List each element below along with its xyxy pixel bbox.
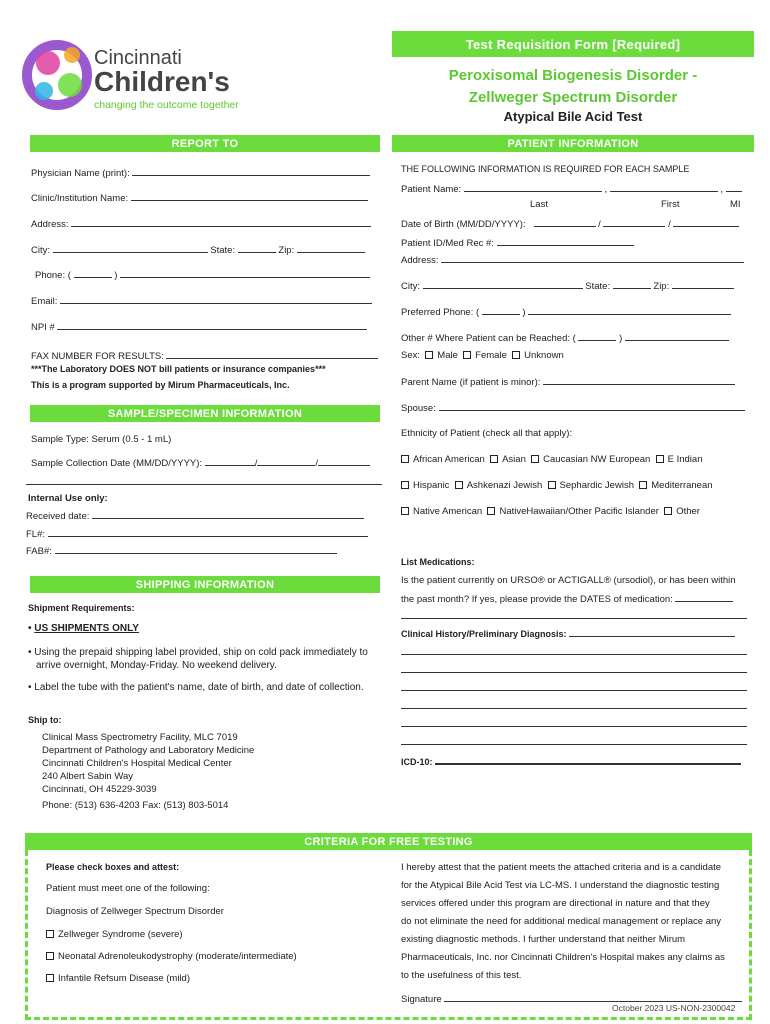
fl-field[interactable] bbox=[48, 528, 368, 537]
logo bbox=[22, 33, 272, 113]
signature-label: Signature bbox=[401, 994, 442, 1005]
meds-question-1: Is the patient currently on URSO® or ACTIGALL® (ursodiol), or has been within bbox=[401, 575, 736, 586]
eth-label-asian: Asian bbox=[502, 454, 526, 465]
city-field[interactable] bbox=[53, 244, 208, 253]
other-phone-label: Other # Where Patient can be Reached: ( bbox=[401, 333, 576, 344]
spouse-field[interactable] bbox=[439, 402, 745, 411]
pref-phone-field[interactable] bbox=[528, 306, 731, 315]
clinic-label: Clinic/Institution Name: bbox=[31, 193, 129, 204]
email-label: Email: bbox=[31, 296, 58, 307]
patient-address-row bbox=[401, 254, 744, 266]
state-label: State: bbox=[210, 245, 236, 256]
criteria-opt-3 bbox=[46, 973, 190, 984]
fl-label: FL#: bbox=[26, 529, 46, 540]
ship-bullet-3-text: Label the tube with the patient's name, date of birth, and date of collection. bbox=[34, 682, 364, 693]
opt3-checkbox[interactable] bbox=[46, 974, 54, 982]
patient-city-row bbox=[401, 280, 734, 292]
fax-field[interactable] bbox=[166, 350, 378, 359]
phone-area-field[interactable] bbox=[74, 269, 112, 278]
patient-state-label: State: bbox=[585, 281, 611, 292]
ship-addr-2: Department of Pathology and Laboratory Medicine bbox=[42, 745, 255, 756]
ship-bullet-2: • Using the prepaid shipping label provided, ship on cold pack immediately to bbox=[28, 647, 368, 658]
received-row bbox=[26, 510, 364, 522]
ethnicity-label: Ethnicity of Patient (check all that apply): bbox=[401, 428, 573, 439]
attest-line-1: I hereby attest that the patient meets the attached criteria and is a candidate bbox=[401, 862, 722, 873]
clinical-line-7[interactable] bbox=[401, 744, 747, 745]
ship-bullet-3: • Label the tube with the patient's name, date of birth, and date of collection. bbox=[28, 682, 364, 693]
eth-checkbox-native-hawaiian[interactable] bbox=[487, 507, 495, 515]
billing-notice: ***The Laboratory DOES NOT bill patients or insurance companies*** bbox=[31, 364, 326, 374]
email-field[interactable] bbox=[60, 295, 372, 304]
mi-caption: MI bbox=[730, 199, 741, 210]
patient-city-label: City: bbox=[401, 281, 420, 292]
attest-line-5: existing diagnostic methods. I further understand that neither Mirum bbox=[401, 934, 686, 945]
attest-line-2: for the Atypical Bile Acid Test via LC-MS. I understand the diagnostic testing bbox=[401, 880, 720, 891]
eth-checkbox-ashkenazi[interactable] bbox=[455, 481, 463, 489]
unknown-label: Unknown bbox=[524, 350, 564, 361]
clinical-line-5[interactable] bbox=[401, 708, 747, 709]
sample-day-field[interactable] bbox=[257, 457, 315, 466]
icd-field[interactable] bbox=[435, 756, 741, 765]
sex-row bbox=[401, 350, 564, 361]
eth-label-e-indian: E Indian bbox=[667, 454, 703, 465]
spouse-row bbox=[401, 402, 745, 414]
last-caption: Last bbox=[530, 199, 548, 210]
clinical-line-4[interactable] bbox=[401, 690, 747, 691]
city-row bbox=[31, 244, 365, 256]
eth-checkbox-e-indian[interactable] bbox=[656, 455, 664, 463]
internal-divider bbox=[26, 484, 382, 485]
program-notice: This is a program supported by Mirum Pharmaceuticals, Inc. bbox=[31, 380, 290, 390]
patient-state-field[interactable] bbox=[613, 280, 651, 289]
ship-phone: Phone: (513) 636-4203 Fax: (513) 803-5014 bbox=[42, 800, 229, 811]
eth-checkbox-caucasian[interactable] bbox=[531, 455, 539, 463]
criteria-must: Patient must meet one of the following: bbox=[46, 883, 210, 894]
sample-type: Sample Type: Serum (0.5 - 1 mL) bbox=[31, 434, 172, 445]
attest-line-7: to the usefulness of this test. bbox=[401, 970, 522, 981]
internal-heading: Internal Use only: bbox=[28, 493, 108, 504]
eth-checkbox-african-american[interactable] bbox=[401, 455, 409, 463]
fab-row bbox=[26, 545, 337, 557]
opt2-checkbox[interactable] bbox=[46, 952, 54, 960]
female-label: Female bbox=[475, 350, 507, 361]
patient-mi-field[interactable] bbox=[726, 183, 742, 192]
npi-row bbox=[31, 321, 367, 333]
city-label: City: bbox=[31, 245, 50, 256]
logo-mark-icon bbox=[22, 33, 92, 113]
ethnicity-row-3 bbox=[401, 506, 700, 517]
eth-checkbox-other[interactable] bbox=[664, 507, 672, 515]
patient-address-field[interactable] bbox=[441, 254, 744, 263]
attest-line-3: services offered under this program are directional in nature and that they bbox=[401, 898, 710, 909]
clinical-line-2[interactable] bbox=[401, 654, 747, 655]
eth-label-other: Other bbox=[676, 506, 700, 517]
brand-tagline: changing the outcome together bbox=[94, 99, 239, 111]
meds-line-1[interactable] bbox=[401, 618, 747, 619]
sample-month-field[interactable] bbox=[205, 457, 255, 466]
email-row bbox=[31, 295, 372, 307]
dob-row: Date of Birth (MM/DD/YYYY): / / bbox=[401, 218, 739, 230]
patient-id-row bbox=[401, 237, 634, 249]
criteria-check-label: Please check boxes and attest: bbox=[46, 862, 180, 872]
opt1-checkbox[interactable] bbox=[46, 930, 54, 938]
ship-bullet-2a-text: Using the prepaid shipping label provided, ship on cold pack immediately to bbox=[34, 647, 368, 658]
meds-question-2: the past month? If yes, please provide the DATES of medication: bbox=[401, 594, 673, 605]
phone-row bbox=[35, 269, 370, 281]
eth-checkbox-native-american[interactable] bbox=[401, 507, 409, 515]
patient-zip-field[interactable] bbox=[672, 280, 734, 289]
ship-bullet-2b: arrive overnight, Monday-Friday. No weekend delivery. bbox=[36, 660, 277, 671]
eth-label-ashkenazi: Ashkenazi Jewish bbox=[466, 480, 543, 491]
male-label: Male bbox=[437, 350, 458, 361]
required-notice: THE FOLLOWING INFORMATION IS REQUIRED FOR EACH SAMPLE bbox=[401, 164, 690, 174]
zip-field[interactable] bbox=[297, 244, 365, 253]
attest-line-4: do not eliminate the need for additional medical management or replace any bbox=[401, 916, 722, 927]
ship-addr-5: Cincinnati, OH 45229-3039 bbox=[42, 784, 157, 795]
dob-month-field[interactable] bbox=[534, 218, 596, 227]
eth-checkbox-mediterranean[interactable] bbox=[639, 481, 647, 489]
other-phone-area-field[interactable] bbox=[578, 332, 616, 341]
ethnicity-row-1 bbox=[401, 454, 703, 465]
npi-label: NPI # bbox=[31, 322, 55, 333]
fab-field[interactable] bbox=[55, 545, 337, 554]
opt2-label: Neonatal Adrenoleukodystrophy (moderate/intermediate) bbox=[58, 951, 297, 962]
address-row bbox=[31, 218, 371, 230]
criteria-dx: Diagnosis of Zellweger Spectrum Disorder bbox=[46, 906, 224, 917]
npi-field[interactable] bbox=[57, 321, 367, 330]
ship-bullet-1: • US SHIPMENTS ONLY bbox=[28, 623, 139, 634]
eth-label-mediterranean: Mediterranean bbox=[651, 480, 713, 491]
other-phone-field[interactable] bbox=[625, 332, 729, 341]
patient-heading: PATIENT INFORMATION bbox=[392, 135, 754, 152]
other-phone-row: Other # Where Patient can be Reached: ( ) bbox=[401, 332, 729, 344]
opt1-label: Zellweger Syndrome (severe) bbox=[58, 929, 183, 940]
physician-label: Physician Name (print): bbox=[31, 168, 130, 179]
fl-row bbox=[26, 528, 368, 540]
pref-phone-area-field[interactable] bbox=[482, 306, 520, 315]
eth-label-native-hawaiian: NativeHawaiian/Other Pacific Islander bbox=[499, 506, 659, 517]
address-label: Address: bbox=[31, 219, 69, 230]
ship-to-label: Ship to: bbox=[28, 715, 62, 725]
patient-first-field[interactable] bbox=[610, 183, 718, 192]
patient-address-label: Address: bbox=[401, 255, 439, 266]
form-title-line1: Peroxisomal Biogenesis Disorder - bbox=[448, 67, 698, 84]
form-banner: Test Requisition Form [Required] bbox=[392, 31, 754, 57]
criteria-opt-2 bbox=[46, 951, 297, 962]
sample-date-row: Sample Collection Date (MM/DD/YYYY): / / bbox=[31, 457, 370, 469]
patient-id-label: Patient ID/Med Rec #: bbox=[401, 238, 494, 249]
eth-label-native-american: Native American bbox=[413, 506, 483, 517]
parent-row bbox=[401, 376, 735, 388]
unknown-checkbox[interactable] bbox=[512, 351, 520, 359]
pref-phone-label: Preferred Phone: ( bbox=[401, 307, 480, 318]
report-to-heading: REPORT TO bbox=[30, 135, 380, 152]
patient-last-field[interactable] bbox=[464, 183, 602, 192]
ethnicity-row-2 bbox=[401, 480, 713, 491]
fax-label: FAX NUMBER FOR RESULTS: bbox=[31, 351, 164, 362]
male-checkbox[interactable] bbox=[425, 351, 433, 359]
pref-phone-row: Preferred Phone: ( ) bbox=[401, 306, 731, 318]
signature-field[interactable] bbox=[444, 993, 742, 1002]
physician-field[interactable] bbox=[132, 167, 370, 176]
phone-label: Phone: ( bbox=[35, 270, 71, 281]
parent-label: Parent Name (if patient is minor): bbox=[401, 377, 541, 388]
ship-addr-4: 240 Albert Sabin Way bbox=[42, 771, 134, 782]
sample-heading: SAMPLE/SPECIMEN INFORMATION bbox=[30, 405, 380, 422]
clinical-field-1[interactable] bbox=[569, 628, 735, 637]
patient-city-field[interactable] bbox=[423, 280, 583, 289]
first-caption: First bbox=[661, 199, 680, 210]
clinical-label: Clinical History/Preliminary Diagnosis: bbox=[401, 629, 567, 639]
eth-label-caucasian: Caucasian NW European bbox=[543, 454, 651, 465]
sex-label: Sex: bbox=[401, 350, 421, 361]
dob-label: Date of Birth (MM/DD/YYYY): bbox=[401, 219, 526, 230]
patient-id-field[interactable] bbox=[497, 237, 634, 246]
ship-bullet-1-text: US SHIPMENTS ONLY bbox=[34, 623, 139, 634]
eth-checkbox-sephardic[interactable] bbox=[548, 481, 556, 489]
attest-line-6: Pharmaceuticals, Inc. nor Cincinnati Children's Hospital makes any claims as bbox=[401, 952, 725, 963]
eth-checkbox-asian[interactable] bbox=[490, 455, 498, 463]
eth-checkbox-hispanic[interactable] bbox=[401, 481, 409, 489]
clinic-field[interactable] bbox=[131, 192, 368, 201]
eth-label-hispanic: Hispanic bbox=[413, 480, 450, 491]
criteria-heading: CRITERIA FOR FREE TESTING bbox=[25, 833, 752, 850]
clinic-row bbox=[31, 192, 368, 204]
dob-day-field[interactable] bbox=[603, 218, 665, 227]
patient-zip-label: Zip: bbox=[653, 281, 670, 292]
criteria-opt-1 bbox=[46, 929, 183, 940]
parent-field[interactable] bbox=[543, 376, 735, 385]
brand-line1: Cincinnati bbox=[94, 47, 182, 69]
state-field[interactable] bbox=[238, 244, 276, 253]
address-field[interactable] bbox=[71, 218, 371, 227]
shipping-heading: SHIPPING INFORMATION bbox=[30, 576, 380, 593]
eth-label-african-american: African American bbox=[413, 454, 485, 465]
shipment-requirements: Shipment Requirements: bbox=[28, 603, 135, 613]
fax-row bbox=[31, 350, 378, 362]
phone-close-paren: ) bbox=[114, 270, 118, 281]
patient-name-row: Patient Name: , , bbox=[401, 183, 742, 195]
fab-label: FAB#: bbox=[26, 546, 52, 557]
ship-addr-1: Clinical Mass Spectrometry Facility, MLC 7019 bbox=[42, 732, 238, 743]
opt3-label: Infantile Refsum Disease (mild) bbox=[58, 973, 190, 984]
clinical-line-6[interactable] bbox=[401, 726, 747, 727]
spouse-label: Spouse: bbox=[401, 403, 436, 414]
sample-year-field[interactable] bbox=[318, 457, 370, 466]
received-label: Received date: bbox=[26, 511, 90, 522]
sample-date-label: Sample Collection Date (MM/DD/YYYY): bbox=[31, 458, 203, 469]
zip-label: Zip: bbox=[278, 245, 295, 256]
clinical-line-3[interactable] bbox=[401, 672, 747, 673]
dob-year-field[interactable] bbox=[673, 218, 739, 227]
meds-dates-field[interactable] bbox=[675, 593, 733, 602]
phone-field[interactable] bbox=[120, 269, 370, 278]
icd-row bbox=[401, 756, 741, 767]
meds-heading: List Medications: bbox=[401, 557, 475, 567]
patient-name-label: Patient Name: bbox=[401, 184, 462, 195]
brand-line2: Children's bbox=[94, 66, 230, 97]
ship-addr-3: Cincinnati Children's Hospital Medical Center bbox=[42, 758, 232, 769]
form-footer-code: October 2023 US-NON-2300042 bbox=[612, 1003, 736, 1013]
received-field[interactable] bbox=[92, 510, 364, 519]
eth-label-sephardic: Sephardic Jewish bbox=[559, 480, 634, 491]
female-checkbox[interactable] bbox=[463, 351, 471, 359]
physician-row bbox=[31, 167, 370, 179]
form-subtitle: Atypical Bile Acid Test bbox=[503, 109, 643, 124]
form-title-line2: Zellweger Spectrum Disorder bbox=[468, 89, 678, 106]
icd-label: ICD-10: bbox=[401, 757, 433, 767]
clinical-row bbox=[401, 628, 735, 639]
meds-question-2-row bbox=[401, 593, 733, 605]
